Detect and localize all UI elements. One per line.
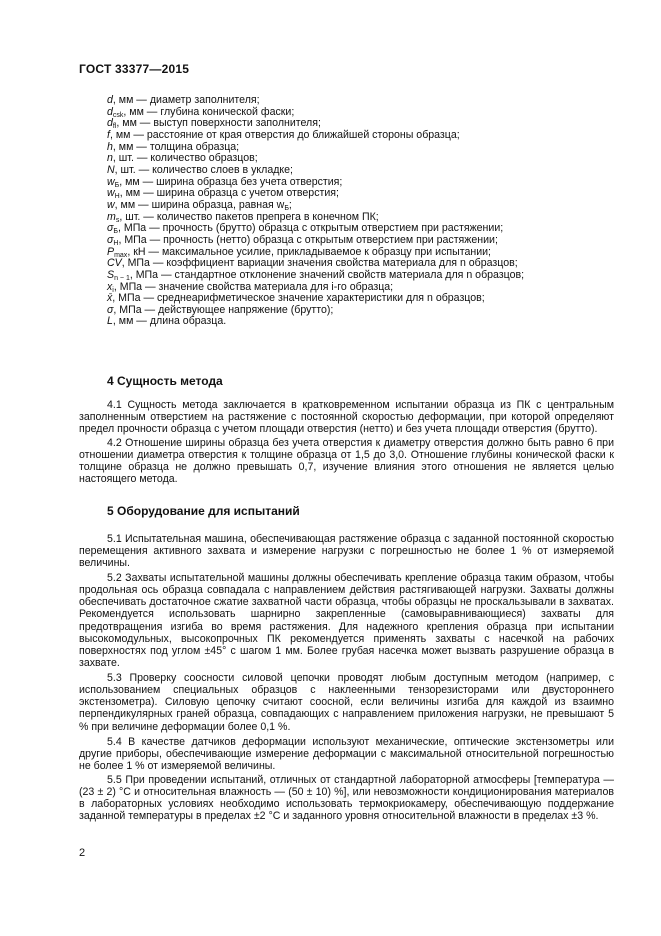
symbol: n bbox=[107, 152, 113, 165]
paragraph-4-1: 4.1 Сущность метода заключается в кратковременном испытании образца из ПК с центральным заполненным отверстием на растяжение с постоянной скоростью деформации, при которой определяют предел прочности образца с учетом площади отверстия (нетто) и без учета площади отверстия (брутто). bbox=[79, 399, 614, 436]
symbol: L bbox=[107, 315, 113, 328]
symbol: w bbox=[107, 187, 115, 200]
symbol-subscript: i bbox=[112, 286, 114, 294]
paragraph-5-5: 5.5 При проведении испытаний, отличных от стандартной лабораторной атмосферы [температура — (23 ± 2) °С и относительная влажность — (50 ± 10) %], или невозможности кондиционирования материалов в лабораторных условиях необходимо использовать термокриокамеру, обеспечивающую поддержание заданной температуры в пределах ±2 °С и заданного уровня относительной влажности в пределах ±3 %. bbox=[79, 774, 614, 823]
symbol-subscript: Н bbox=[114, 193, 120, 201]
symbol: f bbox=[107, 128, 110, 141]
symbol: m bbox=[107, 210, 116, 223]
section-4-title: 4 Сущность метода bbox=[107, 374, 223, 388]
paragraph-4-2: 4.2 Отношение ширины образца без учета отверстия к диаметру отверстия должно быть равно 6 при отношении диаметра отверстия к толщине образца от 1,5 до 3,0. Отношение глубины конической фаски к толщине образца не должно превышать 0,7, изучение влияния этого отношения не является целью настоящего метода. bbox=[79, 437, 614, 486]
page-number: 2 bbox=[79, 847, 86, 859]
symbol-subscript: Б bbox=[113, 228, 118, 236]
symbol-description: , мм — расстояние от края отверстия до ближайшей стороны образца; bbox=[109, 128, 460, 141]
symbol-subscript: n − 1 bbox=[114, 274, 130, 282]
symbol-subscript: Н bbox=[113, 239, 119, 247]
symbol-subscript: csk bbox=[112, 111, 124, 119]
description-tail: ; bbox=[288, 198, 292, 211]
paragraph-5-4: 5.4 В качестве датчиков деформации используют механические, оптические экстензометры или другие приборы, обеспечивающие измерение деформации с максимальной относительной погрешностью не более 1 % от измеряемой величины. bbox=[79, 736, 614, 773]
paragraph-5-3: 5.3 Проверку соосности силовой цепочки проводят любым доступным методом (например, с использованием специальных образцов с наклеенными тензорезисторами или двустороннего экстензометра). Силовую цепочку считают соосной, если величины изгиба для каждой из взаимно перпендикулярных граней образца, совпадающих с направлением приложения нагрузки, не превышают 5 % при величине деформации более 0,1 %. bbox=[79, 672, 614, 733]
symbol: w bbox=[107, 175, 115, 188]
symbol: d bbox=[107, 117, 113, 130]
symbol: d bbox=[107, 94, 113, 106]
symbol-subscript: max bbox=[114, 251, 128, 259]
symbol-subscript: Б bbox=[114, 181, 120, 189]
symbol-description: , шт. — количество образцов; bbox=[112, 152, 258, 165]
symbol-description: , мм — выступ поверхности заполнителя; bbox=[116, 117, 321, 130]
symbol-description: , мм — ширина образца без учета отверстия; bbox=[119, 175, 343, 188]
symbol-description: , мм — ширина образца с учетом отверстия; bbox=[119, 187, 339, 200]
symbol-description: , мм — диаметр заполнителя; bbox=[112, 94, 260, 106]
symbol: σ bbox=[107, 303, 114, 316]
symbol-description: , МПа — прочность (нетто) образца с открытым отверстием при растяжении; bbox=[118, 233, 498, 246]
paragraph-5-2: 5.2 Захваты испытательной машины должны обеспечивать крепление образца таким образом, чтобы продольная ось образца совпадала с направлением действия растягивающей нагрузки. Захваты должны обеспечивать достаточное сжатие захватной части образца, чтобы образцы не проскальзывали в захватах. Рекомендуется использовать шарнирно закрепленные (самовыравнивающиеся) захваты для предотвращения изгиба во время растяжения. Для надежного крепления образца при испытании высокомодульных, высокопрочных ПК рекомендуется применять захваты с насечкой на рабочих поверхностях под углом ±45° с шагом 1 мм. Более грубая насечка может вызвать разрушение образца в захвате. bbox=[79, 572, 614, 670]
symbol-description: , МПа — стандартное отклонение значений свойств материала для n образцов; bbox=[129, 268, 525, 281]
document-header: ГОСТ 33377—2015 bbox=[79, 62, 190, 76]
symbol-description: , МПа — прочность (брутто) образца с открытым отверстием при растяжении; bbox=[117, 222, 504, 235]
symbol: x̄ bbox=[107, 292, 113, 305]
symbol: h bbox=[107, 140, 113, 153]
symbols-list bbox=[107, 95, 617, 328]
symbol-description: , МПа — значение свойства материала для i-го образца; bbox=[113, 280, 394, 293]
symbol-description: , мм — ширина образца, равная w bbox=[114, 198, 285, 211]
symbol-subscript: s bbox=[115, 216, 120, 224]
symbol-description: , МПа — действующее напряжение (брутто); bbox=[113, 303, 334, 316]
symbol: w bbox=[107, 198, 115, 211]
symbol: σ bbox=[107, 233, 114, 246]
symbol-subscript: fl bbox=[112, 123, 117, 131]
symbol: x bbox=[107, 280, 113, 293]
symbol-description: , мм — глубина конической фаски; bbox=[123, 105, 295, 118]
symbol-description: , МПа — среднеарифметическое значение характеристики для n образцов; bbox=[112, 292, 485, 305]
symbol: d bbox=[107, 105, 113, 118]
symbol-description: , шт. — количество слоев в укладке; bbox=[114, 163, 293, 176]
symbol: CV bbox=[107, 257, 122, 270]
symbol: P bbox=[107, 245, 115, 258]
section-5-title: 5 Оборудование для испытаний bbox=[107, 504, 300, 518]
symbol: S bbox=[107, 268, 115, 281]
symbol-description: , кН — максимальное усилие, прикладываемое к образцу при испытании; bbox=[127, 245, 491, 258]
symbol-description: , мм — длина образца. bbox=[112, 315, 227, 328]
symbol: σ bbox=[107, 222, 114, 235]
symbol-definition bbox=[107, 316, 617, 328]
description-subscript: Б bbox=[284, 204, 289, 212]
symbol-description: , МПа — коэффициент вариации значения свойства материала для n образцов; bbox=[121, 257, 518, 270]
symbol-description: , шт. — количество пакетов препрега в конечном ПК; bbox=[119, 210, 379, 223]
symbol-description: , мм — толщина образца; bbox=[112, 140, 240, 153]
paragraph-5-1: 5.1 Испытательная машина, обеспечивающая растяжение образца с заданной постоянной скоростью перемещения активного захвата и измерение нагрузки с погрешностью не более 1 % от измеряемой величины. bbox=[79, 533, 614, 570]
symbol: N bbox=[107, 163, 115, 176]
